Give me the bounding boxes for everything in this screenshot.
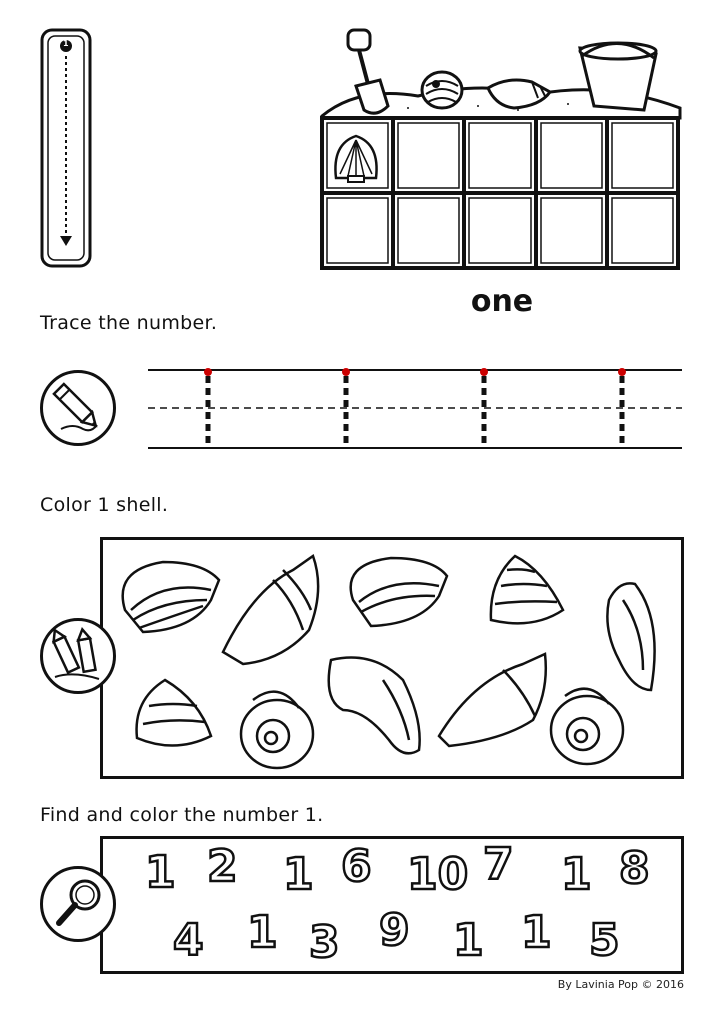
number-tile[interactable]: 1 (247, 907, 278, 958)
shell-nautilus-2[interactable] (551, 689, 623, 764)
number-tile[interactable]: 1 (145, 847, 176, 898)
numbers-box (100, 836, 684, 974)
number-tile[interactable]: 10 (407, 849, 469, 900)
magnifier-icon (40, 866, 116, 942)
tracing-lines (148, 364, 682, 454)
pencil-icon (40, 370, 116, 446)
shells-box (100, 537, 684, 779)
find-instruction: Find and color the number 1. (40, 804, 324, 826)
shell-conch-2[interactable] (607, 583, 654, 690)
number-tile[interactable]: 5 (589, 915, 620, 966)
credit-line: By Lavinia Pop © 2016 (557, 978, 684, 991)
number-word: one (470, 284, 534, 319)
round-shell-icon (422, 72, 462, 108)
shell-scallop-1[interactable] (123, 562, 219, 632)
start-number-label: 1 (63, 39, 69, 48)
number-tile[interactable]: 9 (379, 905, 410, 956)
shell-spiral-1[interactable] (491, 556, 563, 623)
bucket-icon (580, 43, 656, 110)
trace-instruction: Trace the number. (40, 312, 218, 334)
shell-scallop-2[interactable] (351, 558, 447, 626)
number-tracing-card (40, 28, 92, 268)
shell-conch-4[interactable] (439, 654, 546, 746)
number-tile[interactable]: 8 (619, 843, 650, 894)
number-tile[interactable]: 1 (453, 915, 484, 966)
crayons-icon (40, 618, 116, 694)
number-tile[interactable]: 1 (561, 849, 592, 900)
number-tile[interactable]: 3 (309, 917, 340, 968)
number-tile[interactable]: 4 (173, 915, 204, 966)
ten-frame (318, 26, 684, 272)
shell-nautilus-1[interactable] (241, 692, 313, 768)
shell-conch-3[interactable] (329, 658, 420, 754)
number-tile[interactable]: 1 (521, 907, 552, 958)
number-tile[interactable]: 7 (483, 839, 514, 890)
shell-conch-1[interactable] (223, 556, 318, 664)
number-tile[interactable]: 6 (341, 841, 372, 892)
shell-spiral-2[interactable] (137, 680, 211, 746)
number-tile[interactable]: 2 (207, 841, 238, 892)
color-instruction: Color 1 shell. (40, 494, 169, 516)
number-tile[interactable]: 1 (283, 849, 314, 900)
